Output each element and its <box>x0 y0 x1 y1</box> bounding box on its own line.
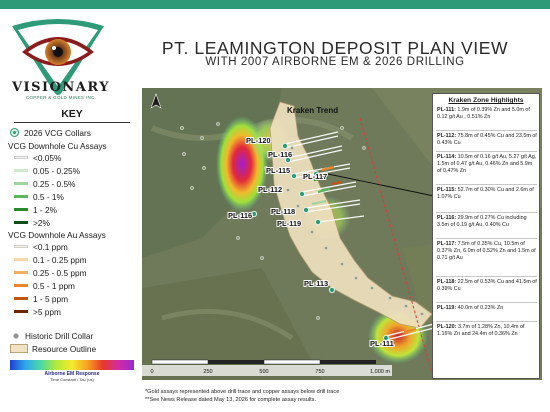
legend-au-label: 0.1 - 0.25 ppm <box>33 254 87 265</box>
legend-au-swatch <box>14 258 28 261</box>
legend-cu-item <box>8 217 50 228</box>
hole-label-pl-119: PL-119 <box>277 219 302 228</box>
highlight-item <box>437 154 537 174</box>
legend-collars-label: 2026 VCG Collars <box>24 127 91 138</box>
legend-cu-item <box>8 165 80 176</box>
page-subtitle: WITH 2007 AIRBORNE EM & 2026 DRILLING <box>205 56 465 68</box>
legend-cu-swatch <box>14 195 28 198</box>
legend-au-swatch <box>14 245 28 248</box>
highlight-hole-id: PL-117: <box>437 241 457 247</box>
highlight-item <box>437 241 537 261</box>
collar-icon <box>11 129 18 136</box>
page-title: PT. LEAMINGTON DEPOSIT PLAN VIEW <box>161 38 509 58</box>
historic-collar-icon <box>13 333 19 339</box>
highlight-text: 52.7m of 0.30% Cu and 2.6m of 1.07% Cu <box>437 187 534 200</box>
legend-cu-label: <0.05% <box>33 152 62 163</box>
legend-au-label: 1 - 5 ppm <box>33 293 69 304</box>
highlight-item <box>437 107 537 121</box>
highlight-text: 22.5m of 0.53% Cu and 41.5m of 0.39% Cu <box>437 279 537 292</box>
logo-wordmark: VISIONARY <box>11 80 111 95</box>
highlight-item <box>437 133 537 147</box>
hole-label-pl-113: PL-113 <box>304 279 329 288</box>
highlight-hole-id: PL-119: <box>437 305 457 311</box>
em-response-colorbar <box>10 360 134 370</box>
legend-au-item <box>8 241 68 252</box>
highlight-item <box>437 215 537 229</box>
highlight-hole-id: PL-112: <box>437 133 457 139</box>
highlight-divider <box>436 238 537 239</box>
legend-divider <box>14 122 130 123</box>
legend-au-item <box>8 254 87 265</box>
highlight-hole-id: PL-111: <box>437 107 456 113</box>
highlight-text: 10.5m of 0.16 g/t Au, 5.27 g/t Ag, 1.5m of 0.47 g/t Au, 0.46% Zn and 5.9m of 0.47% Zn <box>437 154 537 174</box>
legend-cu-swatch <box>14 156 28 159</box>
legend-cu-swatch <box>14 169 28 172</box>
highlight-divider <box>436 184 537 185</box>
legend-cu-label: >2% <box>33 217 50 228</box>
hole-label-pl-117: PL-117 <box>303 172 328 181</box>
highlight-divider <box>436 151 537 152</box>
legend-au-label: <0.1 ppm <box>33 241 68 252</box>
kraken-trend-label: Kraken Trend <box>287 106 339 115</box>
legend-cu-item <box>8 191 64 202</box>
highlight-text: 3.7m of 1.28% Zn, 10.4m of 1.16% Zn and 24.4m of 0.36% Zn <box>437 324 525 337</box>
highlight-divider <box>436 212 537 213</box>
resource-swatch <box>10 344 28 353</box>
legend-au-item <box>8 306 61 317</box>
hole-label-pl-111: PL-111 <box>370 339 394 348</box>
legend-au-swatch <box>14 297 28 300</box>
highlight-divider <box>436 321 537 322</box>
em-colorbar-caption: Airborne EM Response <box>44 371 100 377</box>
legend-au-item <box>8 293 68 304</box>
legend-historic-label: Historic Drill Collar <box>25 330 94 341</box>
footnote-news-release: **See News Release dated May 13, 2026 for complete assay results. <box>145 397 317 403</box>
legend-cu-label: 0.05 - 0.25% <box>33 165 81 176</box>
legend-au-swatch <box>14 271 28 274</box>
legend-au-heading: VCG Downhole Au Assays <box>8 230 106 240</box>
legend-cu-swatch <box>14 221 28 224</box>
highlight-text: 1.9m of 0.39% Zn and 5.0m of 0.12 g/t Au , 0.51% Zn <box>437 107 530 120</box>
hole-label-pl-115: PL-115 <box>266 166 291 175</box>
logo-tagline: COPPER & GOLD MINES INC. <box>25 95 97 100</box>
legend-cu-item <box>8 152 61 163</box>
legend-cu-label: 0.5 - 1% <box>33 191 64 202</box>
legend-cu-item <box>8 204 57 215</box>
legend-au-swatch <box>14 310 28 313</box>
legend-cu-label: 0.25 - 0.5% <box>33 178 76 189</box>
hole-label-pl-116-west: PL-116 <box>228 211 253 220</box>
highlight-text: 7.5m of 0.35% Cu, 10.5m of 0.37% Zn, 6.0m of 0.52% Zn and 1.5m of 0.71 g/t Au <box>437 241 536 261</box>
highlight-text: 75.8m of 0.45% Cu and 23.5m of 0.43% Cu <box>437 133 537 146</box>
highlights-title: Kraken Zone Highlights <box>448 97 524 104</box>
highlight-divider <box>436 276 537 277</box>
highlight-hole-id: PL-115: <box>437 187 457 193</box>
kraken-highlights-panel <box>432 93 540 379</box>
highlight-hole-id: PL-118: <box>437 279 457 285</box>
hole-label-pl-112: PL-112 <box>258 185 283 194</box>
legend-au-swatch <box>14 284 28 287</box>
highlight-item <box>437 305 537 312</box>
highlight-hole-id: PL-120: <box>437 324 457 330</box>
legend-title: KEY <box>61 108 83 120</box>
highlight-item <box>437 187 537 201</box>
highlight-divider <box>436 302 537 303</box>
legend-au-item <box>8 280 75 291</box>
scale-tick-250: 250 <box>203 369 213 375</box>
footnote-gold-assays: *Gold assays represented above drill trace and copper assays below drill trace <box>145 389 340 395</box>
legend-historic <box>8 330 93 341</box>
hole-label-pl-118: PL-118 <box>271 207 296 216</box>
em-colorbar-subcaption: Time Constant / Tau (us) <box>50 377 94 382</box>
scale-tick-750: 750 <box>315 369 325 375</box>
scale-tick-1000: 1,000 m <box>370 369 390 375</box>
legend-collars <box>8 127 91 138</box>
highlight-item <box>437 279 537 293</box>
highlight-item <box>437 324 537 338</box>
legend-resource <box>8 343 96 354</box>
legend-au-label: 0.25 - 0.5 ppm <box>33 267 87 278</box>
legend-cu-label: 1 - 2% <box>33 204 57 215</box>
header-accent-bar <box>0 0 550 9</box>
scale-tick-500: 500 <box>259 369 269 375</box>
hole-label-pl-120: PL-120 <box>246 136 271 145</box>
legend-resource-label: Resource Outline <box>32 343 97 354</box>
highlight-text: 40.0m of 0.23% Zn <box>456 305 504 311</box>
legend-au-item <box>8 267 87 278</box>
legend-cu-item <box>8 178 75 189</box>
legend-cu-swatch <box>14 208 28 211</box>
scale-tick-0: 0 <box>150 369 154 375</box>
highlight-hole-id: PL-116: <box>437 215 457 221</box>
legend-panel <box>8 108 136 372</box>
legend-cu-heading: VCG Downhole Cu Assays <box>8 141 107 151</box>
legend-cu-swatch <box>14 182 28 185</box>
legend-au-label: >5 ppm <box>33 306 61 317</box>
highlight-text: 29.9m of 0.27% Cu including 3.5m of 0.19 g/t Au, 0.40% Cu <box>437 215 527 228</box>
highlight-divider <box>436 130 537 131</box>
highlight-hole-id: PL-114: <box>437 154 457 160</box>
hole-label-pl-116-north: PL-116 <box>268 150 293 159</box>
legend-au-label: 0.5 - 1 ppm <box>33 280 75 291</box>
